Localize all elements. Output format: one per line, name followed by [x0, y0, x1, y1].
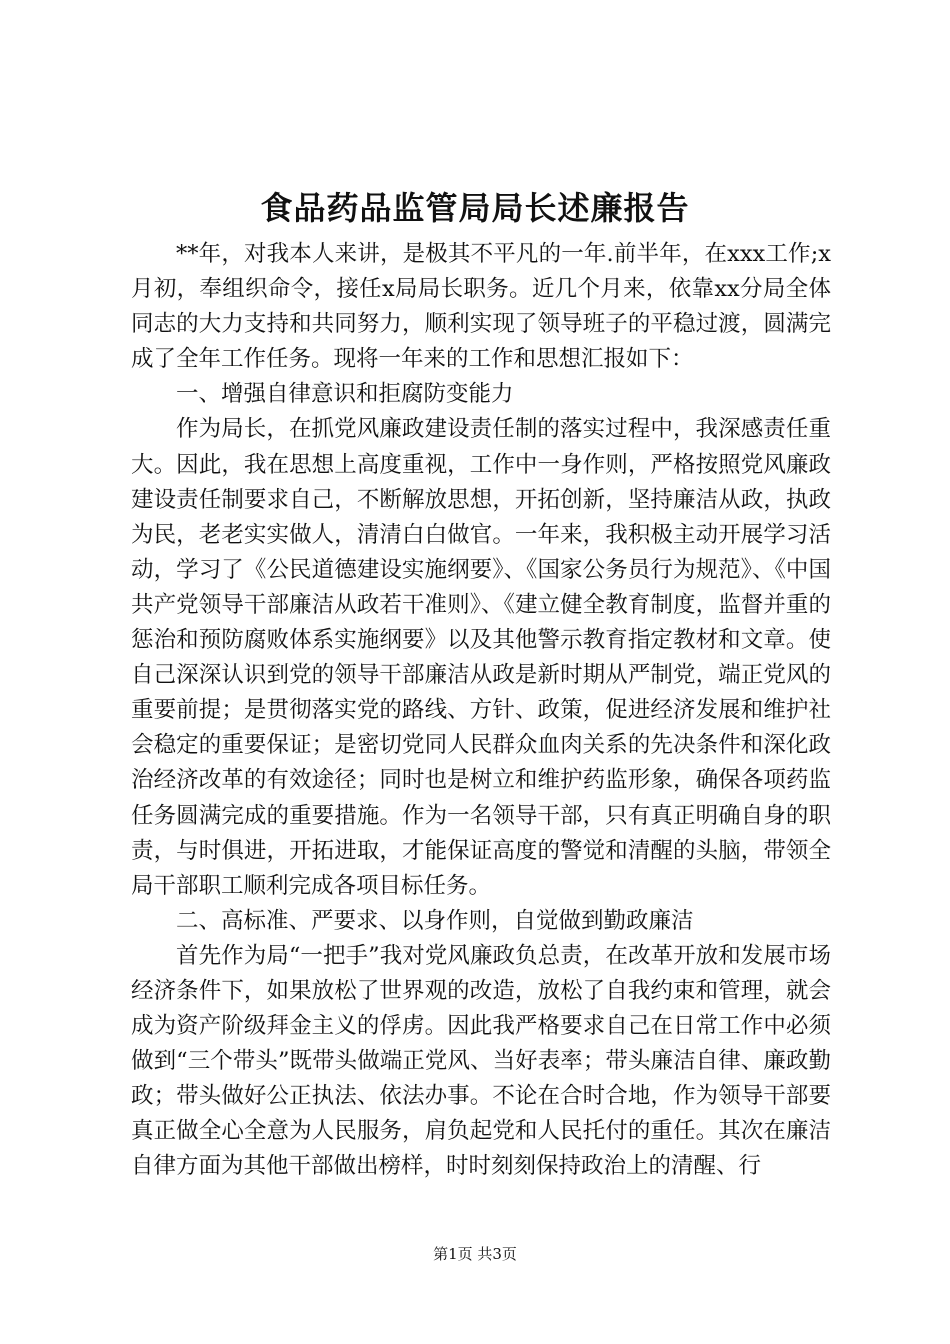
document-body — [131, 237, 831, 1185]
page-footer: 第1页 共3页 — [433, 1245, 517, 1263]
document-title: 食品药品监管局局长述廉报告 — [260, 189, 690, 227]
section-heading-2: 二、高标准、严要求、以身作则，自觉做到勤政廉洁 — [176, 907, 694, 934]
section-heading-1: 一、增强自律意识和拒腐防变能力 — [176, 381, 514, 408]
section-2-paragraph: 首先作为局“一把手”我对党风廉政负总责，在改革开放和发展市场经济条件下，如果放松了世界观的改造，放松了自我约束和管理，就会成为资产阶级拜金主义的俘虏。因此我严格要求自己在日常工作中必须做到“三个带头”既带头做端正党风、当好表率；带头廉洁自律、廉政勤政；带头做好公正执法、依法办事。不论在合时合地，作为领导干部要真正做全心全意为人民服务，肩负起党和人民托付的重任。其次在廉洁自律方面为其他干部做出榜样，时时刻刻保持政治上的清醒、行 — [131, 942, 831, 1180]
section-1-paragraph: 作为局长，在抓党风廉政建设责任制的落实过程中，我深感责任重大。因此，我在思想上高度重视，工作中一身作则，严格按照党风廉政建设责任制要求自己，不断解放思想，开拓创新，坚持廉洁从政，执政为民，老老实实做人，清清白白做官。一年来，我积极主动开展学习活动，学习了《公民道德建设实施纲要》、《国家公务员行为规范》、《中国共产党领导干部廉洁从政若干准则》、《建立健全教育制度，监督并重的惩治和预防腐败体系实施纲要》以及其他警示教育指定教材和文章。使自己深深认识到党的领导干部廉洁从政是新时期从严制党，端正党风的重要前提；是贯彻落实党的路线、方针、政策，促进经济发展和维护社会稳定的重要保证；是密切党同人民群众血肉关系的先决条件和深化政治经济改革的有效途径；同时也是树立和维护药监形象，确保各项药监任务圆满完成的重要措施。作为一名领导干部，只有真正明确自身的职责，与时俱进，开拓进取，才能保证高度的警觉和清醒的头脑，带领全局干部职工顺利完成各项目标任务。 — [131, 416, 831, 899]
intro-paragraph: **年，对我本人来讲，是极其不平凡的一年.前半年，在xxx工作;x月初，奉组织命令，接任x局局长职务。近几个月来，依靠xx分局全体同志的大力支持和共同努力，顺利实现了领导班子的平稳过渡，圆满完成了全年工作任务。现将一年来的工作和思想汇报如下： — [131, 241, 831, 373]
